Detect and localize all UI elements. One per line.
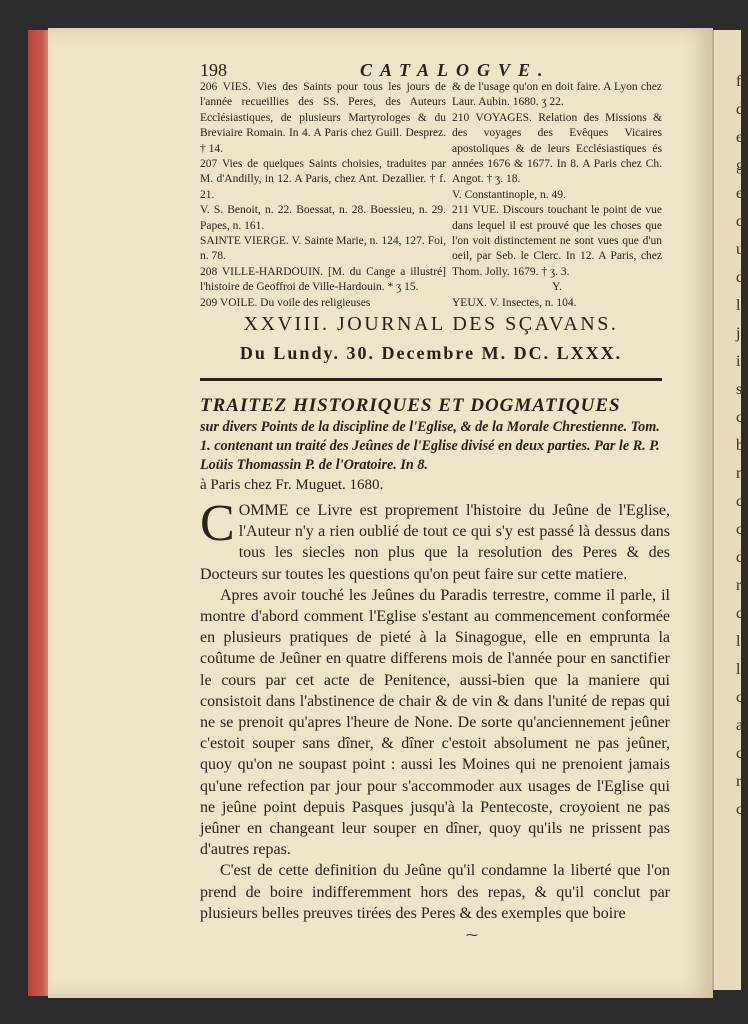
facing-page-fragment: q (736, 213, 744, 230)
catalogue-entry: V. S. Benoit, n. 22. Boessat, n. 28. Boessieu, n. 29. Papes, n. 161. (200, 204, 446, 232)
book-title: TRAITEZ HISTORIQUES ET DOGMATIQUES (200, 395, 621, 416)
facing-page-edge (712, 30, 748, 990)
facing-page-fragment: c (736, 745, 744, 762)
facing-page-fragment: n (736, 465, 744, 482)
paragraph-1-text: OMME ce Livre est proprement l'histoire du Jeûne de l'Eglise, l'Auteur n'y a rien oublié de tout ce qui s'y est passé là dessus dans tous les siecles non plus que la resolution des Peres & des Docteurs sur toutes les questions qu'on peut faire sur cette matiere. (200, 502, 670, 583)
facing-page-fragment: l (736, 297, 741, 314)
footer-mark: ⁓ (466, 928, 478, 942)
catalogue-entry: 208 VILLE-HARDOUIN. [M. du Cange a illustré] l'histoire de Geoffroi de Ville-Hardouin. * ʒ 15. (200, 265, 446, 294)
book-title-block (200, 395, 668, 494)
divider-rule (200, 378, 662, 381)
facing-page-fragment: c (736, 493, 744, 510)
paragraph-2: Apres avoir touché les Jeûnes du Paradis terrestre, comme il parle, il montre d'abord comment l'Eglise s'estant au commencement conformée en plusieurs pratiques de pieté à la Sinagogue, elle en emprunta la coûtume de Jeûner en quatre differens mois de l'année pour en sanctifier le cours par cet acte de Penitence, aussi-bien que la maniere qui consistoit dans l'abstinence de chair & de vin & dans l'unité de repas qui ne se prenoit qu'apres l'heure de None. De sorte qu'anciennement jeûner c'estoit souper sans dîner, & dîner c'estoit absolument ne pas jeûner, quoy qu'on ne soupast point : aussi les Moines qui ne prenoient jamais qu'une refection par jour pour s'accommoder aux usages de l'Eglise qui ne jeûne point depuis Pasques jusqu'à la Pentecoste, croyoient ne pas jeûner en changeant leur souper en dîner, quoy qu'ils ne prissent pas d'autres repas. (200, 586, 670, 859)
section-letter: Y. (552, 281, 562, 294)
facing-page-fragment: r (736, 577, 742, 594)
facing-page-fragment: i (736, 353, 741, 370)
facing-page-fragment: b (736, 437, 744, 454)
running-title: CATALOGVE. (360, 60, 551, 80)
facing-page-fragment: c (736, 689, 744, 706)
running-header (200, 60, 651, 82)
facing-page-fragment: e (736, 185, 744, 202)
catalogue-entry: 210 VOYAGES. Relation des Missions & des voyages des Evêques Vicaires apostoliques & de leurs Ecclésiastiques és années 1676 & 1677. In 8. A Paris chez Ch. Angot. † ʒ. 18. (452, 111, 662, 186)
facing-page-fragment: u (736, 241, 744, 258)
facing-page-fragment: fc (736, 73, 748, 90)
facing-page-fragment: c (736, 801, 744, 818)
facing-page-fragment: g (736, 157, 744, 174)
facing-page-fragment: l (736, 661, 741, 678)
article-body (200, 495, 670, 924)
facing-page-fragment: j (736, 325, 741, 342)
facing-page-fragment: l (736, 633, 741, 650)
book-imprint: à Paris chez Fr. Muguet. 1680. (200, 477, 384, 493)
facing-page-fragment: r (736, 773, 742, 790)
drop-cap: C (200, 495, 235, 552)
catalogue-entry: & de l'usage qu'on en doit faire. A Lyon chez Laur. Aubin. 1680. ʒ 22. (452, 81, 662, 109)
catalogue-entry: SAINTE VIERGE. V. Sainte Marie, n. 124, 127. Foi, n. 78. (200, 235, 446, 263)
paragraph-1 (200, 495, 670, 585)
facing-page-fragment: s (736, 381, 743, 398)
catalogue-left-column (200, 80, 446, 311)
facing-page-fragment: e (736, 129, 744, 146)
catalogue-entry: 206 VIES. Vies des Saints pour tous les jours de l'année recueillies des SS. Peres, des Auteurs Ecclésiastiques, de plusieurs Martyrologes & du Breviaire Romain. In 4. A Paris chez Guill. Desprez. † 14. (200, 81, 446, 155)
facing-page-fragment: c (736, 605, 744, 622)
journal-heading: XXVIII. JOURNAL DES SÇAVANS. (243, 313, 619, 335)
facing-page-fragment: c (736, 521, 744, 538)
journal-date: Du Lundy. 30. Decembre M. DC. LXXX. (239, 343, 623, 363)
catalogue-entry: 209 VOILE. Du voile des religieuses (200, 296, 371, 309)
page-number: 198 (200, 60, 227, 80)
catalogue-entry: YEUX. V. Insectes, n. 104. (452, 296, 577, 309)
book-subtitle: sur divers Points de la discipline de l'Eglise, & de la Morale Chrestienne. Tom. 1. contenant un traité des Jeûnes de l'Eglise divisé en deux parties. Par le R. P. Loüis Thomassin P. de l'Oratoire. In 8. (200, 419, 660, 473)
facing-page-fragment: a (736, 717, 744, 734)
facing-page-fragment: d (736, 101, 744, 118)
catalogue-entry: 207 Vies de quelques Saints choisies, traduites par M. d'Andilly, in 12. A Paris, chez Ant. Dezallier. † f. 21. (200, 158, 446, 201)
catalogue-entry: 211 VUE. Discours touchant le point de vue dans lequel il est prouvé que les choses que l'on voit distinctement ne sont vues que d'un oeil, par Seb. le Clerc. In 12. A Paris, chez Thom. Jolly. 1679. † ʒ. 3. (452, 204, 662, 278)
catalogue-entry: V. Constantinople, n. 49. (452, 188, 566, 201)
facing-page-fragment: c (736, 409, 744, 426)
facing-page-fragment: d (736, 269, 744, 286)
catalogue-right-column (452, 80, 662, 311)
paragraph-3: C'est de cette definition du Jeûne qu'il condamne la liberté que l'on prend de boire indifferemment hors des repas, & qu'il conclut par plusieurs belles preuves tirées des Peres & des exemples que boire (200, 862, 670, 922)
facing-page-fragment: d (736, 549, 744, 566)
